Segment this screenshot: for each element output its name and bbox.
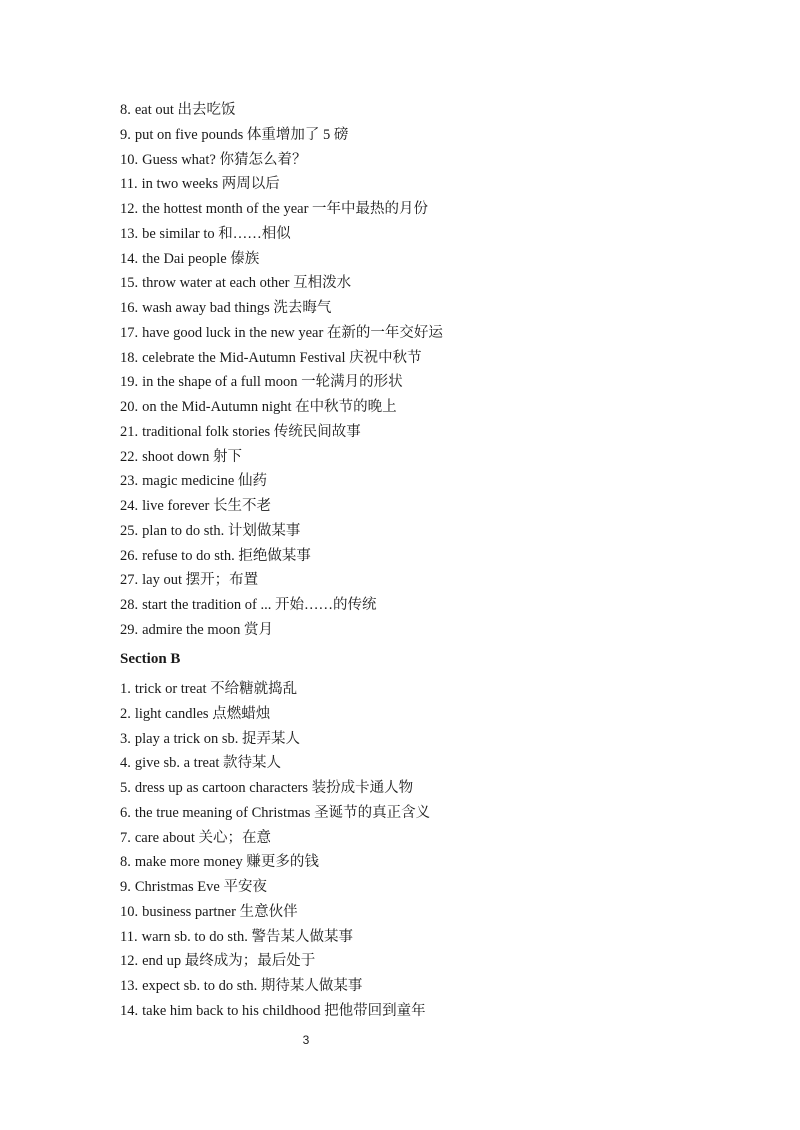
phrase-item <box>120 445 720 470</box>
phrase-number: 13. <box>120 225 139 242</box>
phrase-text: take him back to his childhood 把他带回到童年 <box>142 1002 426 1019</box>
phrase-item <box>120 949 720 974</box>
phrase-number: 5. <box>120 780 131 796</box>
phrase-number: 12. <box>120 953 139 970</box>
phrase-text: have good luck in the new year 在新的一年交好运 <box>142 324 443 341</box>
phrase-item <box>120 568 720 593</box>
phrase-number: 10. <box>120 151 139 168</box>
phrase-item <box>120 321 720 346</box>
phrase-number: 13. <box>120 978 139 994</box>
phrase-item <box>120 618 720 643</box>
phrase-text: magic medicine 仙药 <box>142 473 267 490</box>
phrase-item <box>120 801 720 826</box>
phrase-text: lay out 摆开；布置 <box>142 572 259 589</box>
phrase-number: 28. <box>120 597 139 613</box>
phrase-number: 14. <box>120 1002 139 1019</box>
phrase-text: dress up as cartoon characters 装扮成卡通人物 <box>134 780 414 796</box>
phrase-item <box>120 197 720 222</box>
phrase-number: 19. <box>120 374 139 391</box>
phrase-text: business partner 生意伙伴 <box>142 903 298 920</box>
phrase-item <box>120 999 720 1024</box>
section-b-heading: Section B <box>120 651 181 667</box>
phrase-item <box>120 974 720 999</box>
phrase-text: care about 关心；在意 <box>134 829 271 846</box>
phrase-text: start the tradition of ... 开始……的传统 <box>142 597 377 613</box>
phrase-text: trick or treat 不给糖就捣乱 <box>134 681 298 697</box>
phrase-number: 11. <box>120 928 138 945</box>
phrase-text: wash away bad things 洗去晦气 <box>142 300 332 316</box>
phrase-text: plan to do sth. 计划做某事 <box>142 522 301 539</box>
phrase-text: play a trick on sb. 捉弄某人 <box>134 730 300 747</box>
phrase-text: refuse to do sth. 拒绝做某事 <box>142 547 311 564</box>
phrase-text: in the shape of a full moon 一轮满月的形状 <box>142 374 403 391</box>
phrase-item <box>120 346 720 371</box>
phrase-number: 6. <box>120 804 131 821</box>
phrase-number: 9. <box>120 879 131 895</box>
phrase-item <box>120 222 720 247</box>
phrase-item <box>120 172 720 197</box>
section-b-phrase-list <box>120 677 720 1024</box>
phrase-text: in two weeks 两周以后 <box>141 176 280 193</box>
phrase-number: 22. <box>120 448 139 465</box>
phrase-number: 25. <box>120 522 139 539</box>
phrase-item <box>120 850 720 875</box>
phrase-item <box>120 395 720 420</box>
phrase-text: live forever 长生不老 <box>142 498 271 514</box>
phrase-item <box>120 98 720 123</box>
phrase-text: the hottest month of the year 一年中最热的月份 <box>142 201 429 217</box>
phrase-number: 14. <box>120 250 139 267</box>
phrase-text: throw water at each other 互相泼水 <box>142 275 352 292</box>
phrase-item <box>120 420 720 445</box>
phrase-number: 20. <box>120 399 139 415</box>
phrase-item <box>120 123 720 148</box>
phrase-text: give sb. a treat 款待某人 <box>134 755 282 772</box>
phrase-number: 2. <box>120 705 131 722</box>
phrase-item <box>120 469 720 494</box>
phrase-number: 17. <box>120 324 139 341</box>
phrase-number: 29. <box>120 621 139 638</box>
phrase-text: celebrate the Mid-Autumn Festival 庆祝中秋节 <box>142 349 422 366</box>
phrase-item <box>120 519 720 544</box>
phrase-item <box>120 826 720 851</box>
phrase-number: 23. <box>120 473 139 490</box>
phrase-text: put on five pounds 体重增加了 5 磅 <box>134 126 349 143</box>
phrase-text: expect sb. to do sth. 期待某人做某事 <box>142 978 363 994</box>
phrase-text: the Dai people 傣族 <box>142 250 260 267</box>
phrase-number: 11. <box>120 176 138 193</box>
phrase-text: light candles 点燃蜡烛 <box>134 705 271 722</box>
phrase-number: 8. <box>120 102 131 118</box>
phrase-text: end up 最终成为；最后处于 <box>142 953 316 970</box>
phrase-number: 15. <box>120 275 139 292</box>
phrase-text: shoot down 射下 <box>142 448 243 465</box>
phrase-number: 10. <box>120 903 139 920</box>
phrase-item <box>120 247 720 272</box>
phrase-item <box>120 727 720 752</box>
phrase-number: 24. <box>120 498 139 514</box>
phrase-number: 3. <box>120 730 131 747</box>
phrase-number: 4. <box>120 755 131 772</box>
phrase-text: Guess what? 你猜怎么着？ <box>142 151 307 168</box>
phrase-item <box>120 593 720 618</box>
section-a-phrase-list <box>120 98 720 643</box>
phrase-text: make more money 赚更多的钱 <box>134 854 319 871</box>
phrase-number: 16. <box>120 300 139 316</box>
phrase-number: 21. <box>120 423 139 440</box>
phrase-text: on the Mid-Autumn night 在中秋节的晚上 <box>142 399 397 415</box>
phrase-item <box>120 677 720 702</box>
phrase-number: 12. <box>120 201 139 217</box>
phrase-text: Christmas Eve 平安夜 <box>134 879 267 895</box>
phrase-text: admire the moon 赏月 <box>142 621 274 638</box>
phrase-item <box>120 296 720 321</box>
phrase-text: be similar to 和……相似 <box>142 225 291 242</box>
phrase-text: eat out 出去吃饭 <box>134 102 236 118</box>
phrase-item <box>120 544 720 569</box>
phrase-text: warn sb. to do sth. 警告某人做某事 <box>141 928 354 945</box>
phrase-number: 27. <box>120 572 139 589</box>
page-number: 3 <box>302 1033 310 1047</box>
phrase-number: 8. <box>120 854 131 871</box>
phrase-number: 7. <box>120 829 131 846</box>
phrase-item <box>120 900 720 925</box>
phrase-number: 9. <box>120 126 131 143</box>
phrase-number: 18. <box>120 349 139 366</box>
phrase-number: 1. <box>120 681 131 697</box>
phrase-item <box>120 494 720 519</box>
phrase-item <box>120 776 720 801</box>
phrase-text: the true meaning of Christmas 圣诞节的真正含义 <box>134 804 431 821</box>
phrase-item <box>120 702 720 727</box>
phrase-item <box>120 148 720 173</box>
phrase-item <box>120 271 720 296</box>
phrase-text: traditional folk stories 传统民间故事 <box>142 423 361 440</box>
phrase-item <box>120 370 720 395</box>
phrase-item <box>120 925 720 950</box>
phrase-item <box>120 875 720 900</box>
phrase-number: 26. <box>120 547 139 564</box>
phrase-item <box>120 751 720 776</box>
